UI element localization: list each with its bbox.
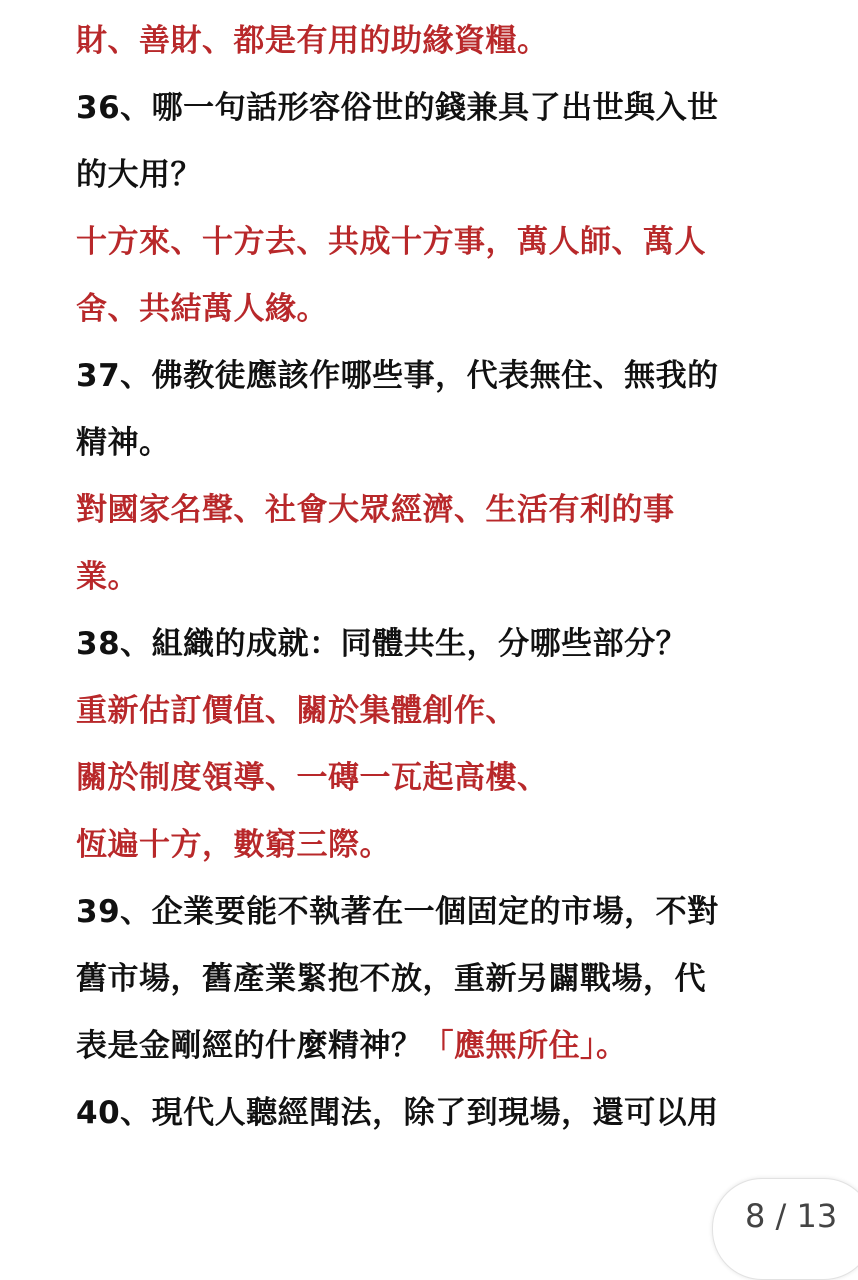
answer-38-line: 關於制度領導、一磚一瓦起高樓、 [76, 760, 549, 796]
page-indicator[interactable] [712, 1178, 858, 1280]
page-indicator-label: 8 / 13 [745, 1197, 838, 1235]
answer-36-line: 十方來、十方去、共成十方事，萬人師、萬人 [76, 224, 706, 260]
question-37-line: 精神。 [76, 425, 171, 461]
document-page [76, 8, 776, 1147]
answer-37-line: 對國家名聲、社會大眾經濟、生活有利的事 [76, 492, 675, 528]
question-39-line: 舊市場，舊產業緊抱不放，重新另闢戰場，代 [76, 961, 706, 997]
answer-line: 財、善財、都是有用的助緣資糧。 [76, 23, 549, 59]
question-39-line: 39、企業要能不執著在一個固定的市場，不對 [76, 894, 719, 930]
question-40-line: 40、現代人聽經聞法，除了到現場，還可以用 [76, 1095, 719, 1131]
question-36-line: 的大用？ [76, 157, 202, 193]
question-39-line-with-answer [76, 1013, 776, 1080]
question-37-line: 37、佛教徒應該作哪些事，代表無住、無我的 [76, 358, 719, 394]
answer-39-text: 「應無所住」。 [422, 1028, 628, 1064]
answer-38-line: 恆遍十方，數窮三際。 [76, 827, 391, 863]
question-39-text: 表是金剛經的什麼精神？ [76, 1028, 423, 1064]
answer-36-line: 舍、共結萬人緣。 [76, 291, 328, 327]
question-36-line: 36、哪一句話形容俗世的錢兼具了出世與入世 [76, 90, 719, 126]
answer-37-line: 業。 [76, 559, 139, 595]
question-38-line: 38、組織的成就：同體共生，分哪些部分？ [76, 626, 688, 662]
answer-38-line: 重新估訂價值、關於集體創作、 [76, 693, 517, 729]
